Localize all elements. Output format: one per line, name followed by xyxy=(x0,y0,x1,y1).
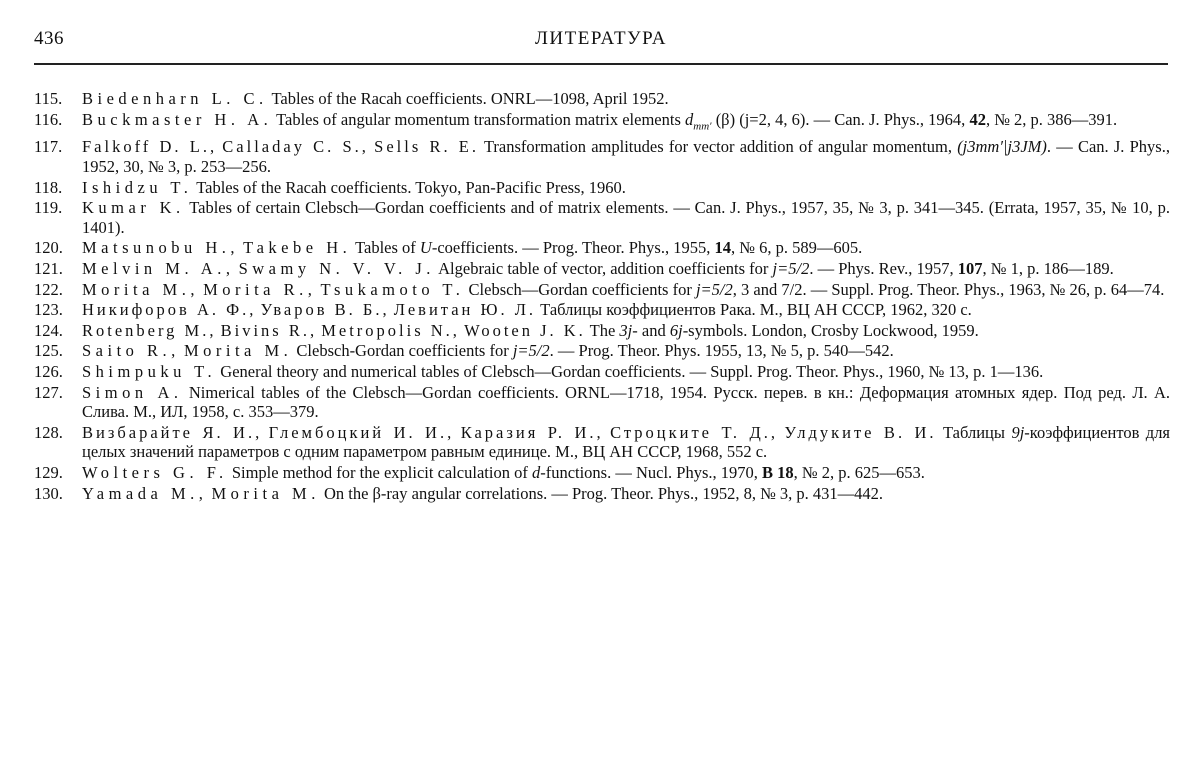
formula: j=5/2 xyxy=(772,259,810,279)
reference-121 xyxy=(34,259,1170,279)
formula: U xyxy=(419,238,432,258)
reference-text xyxy=(82,383,1170,422)
reference-number: 124. xyxy=(34,320,63,340)
volume-number: 107 xyxy=(957,259,983,279)
reference-body: , № 1, p. 186—189. xyxy=(982,259,1114,279)
reference-body: On the β-ray angular correlations. — Prog. Theor. Phys., 1952, 8, № 3, p. 431—442. xyxy=(323,483,884,503)
reference-body: Nimerical tables of the Clebsch—Gordan coefficients. ORNL—1718, 1954. Русск. перев. в кн.: Деформация атомных ядер. Под ред. Л. А. Слива. М., ИЛ, 1958, с. 353—379. xyxy=(82,382,1170,422)
running-title: ЛИТЕРАТУРА xyxy=(535,28,667,49)
formula-symbol: d xyxy=(685,109,694,129)
reference-number: 129. xyxy=(34,462,63,482)
reference-number: 115. xyxy=(34,89,63,108)
reference-authors: Biedenharn L. C. xyxy=(82,89,268,108)
reference-text xyxy=(82,259,1170,279)
reference-authors: Morita M. xyxy=(183,341,293,361)
reference-body: Tables of xyxy=(355,238,416,258)
reference-authors: Morita M. xyxy=(211,483,320,503)
reference-body: . — Phys. Rev., 1957, xyxy=(809,259,954,279)
reference-123 xyxy=(34,300,1170,320)
reference-number: 118. xyxy=(34,177,63,197)
formula: j=5/2 xyxy=(695,279,733,299)
reference-122 xyxy=(34,280,1170,300)
reference-body: Clebsch-Gordan coefficients for xyxy=(296,341,509,361)
reference-authors: Глембоцкий И. И., xyxy=(268,422,455,442)
formula: (j3mm′|j3JM) xyxy=(957,137,1047,157)
reference-authors: Уваров В. Б., xyxy=(260,300,390,320)
formula: d xyxy=(531,462,541,482)
reference-authors: Улдуките В. И. xyxy=(784,422,937,442)
reference-authors: Kumar K. xyxy=(82,198,185,218)
reference-number: 116. xyxy=(34,109,63,129)
header-rule xyxy=(34,63,1168,65)
volume-number: 14 xyxy=(714,238,731,258)
reference-number: 128. xyxy=(34,422,63,442)
reference-authors: Takebe H. xyxy=(243,238,352,258)
reference-authors: Rotenberg M., xyxy=(82,320,217,340)
reference-number: 123. xyxy=(34,300,63,320)
reference-115 xyxy=(34,89,1170,109)
reference-authors: Yamada M., xyxy=(82,483,208,503)
reference-authors: Shimpuku T. xyxy=(82,362,217,382)
reference-130 xyxy=(34,484,1170,504)
reference-number: 121. xyxy=(34,259,63,279)
reference-number: 127. xyxy=(34,382,63,402)
reference-body: Tables of angular momentum transformation matrix elements xyxy=(276,109,681,129)
page-number: 436 xyxy=(34,28,64,49)
reference-authors: Wooten J. K. xyxy=(464,320,586,340)
reference-text xyxy=(82,178,1170,198)
reference-body: Tables of certain Clebsch—Gordan coefficients and of matrix elements. — Can. J. Phys., 1957, 35, № 3, p. 341—345. (Errata, 1957, 35, № 10, p. 1401). xyxy=(82,198,1170,237)
reference-authors: Morita R., xyxy=(203,279,317,299)
reference-119 xyxy=(34,198,1170,237)
reference-text xyxy=(82,463,1170,483)
reference-authors: Swamy N. V. V. J. xyxy=(238,259,435,279)
reference-117 xyxy=(34,137,1170,176)
reference-text xyxy=(82,341,1170,361)
reference-body: , № 6, p. 589—605. xyxy=(730,238,863,258)
reference-authors: Matsunobu H., xyxy=(82,238,240,258)
reference-118 xyxy=(34,178,1170,198)
reference-text xyxy=(82,300,1170,320)
reference-body: , № 2, p. 625—653. xyxy=(793,462,925,482)
reference-authors: Morita M., xyxy=(82,279,199,299)
reference-body: -symbols. London, Crosby Lockwood, 1959. xyxy=(682,320,979,340)
reference-authors: Левитан Ю. Л. xyxy=(393,300,537,320)
reference-body: - and xyxy=(632,320,666,340)
reference-authors: Wolters G. F. xyxy=(82,462,228,482)
reference-list xyxy=(34,89,1170,504)
reference-text xyxy=(82,362,1170,382)
reference-body: Simple method for the explicit calculation of xyxy=(231,462,528,482)
reference-body: Таблицы xyxy=(943,422,1005,442)
reference-116 xyxy=(34,110,1170,137)
reference-text xyxy=(82,110,1170,137)
reference-body: Algebraic table of vector, addition coefficients for xyxy=(438,259,769,279)
reference-body: General theory and numerical tables of Clebsch—Gordan coefficients. — Suppl. Prog. Theor. Phys., 1960, № 13, p. 1—136. xyxy=(220,362,1044,382)
reference-body: The xyxy=(589,320,616,340)
reference-body: Clebsch—Gordan coefficients for xyxy=(468,279,692,299)
reference-body: Таблицы коэффициентов Рака. М., ВЦ АН СССР, 1962, 320 с. xyxy=(540,300,972,320)
reference-text xyxy=(82,484,1170,504)
reference-authors: Sells R. E. xyxy=(374,137,480,157)
reference-authors: Каразия Р. И., xyxy=(460,422,604,442)
reference-number: 122. xyxy=(34,279,63,299)
reference-authors: Строцките Т. Д., xyxy=(610,422,778,442)
reference-body: -coefficients. — Prog. Theor. Phys., 1955, xyxy=(431,238,711,258)
reference-125 xyxy=(34,341,1170,361)
reference-authors: Buckmaster H. A. xyxy=(82,109,273,129)
reference-body: (β) (j=2, 4, 6). — Can. J. Phys., 1964, xyxy=(715,109,966,129)
reference-authors: Tsukamoto T. xyxy=(320,279,465,299)
reference-number: 120. xyxy=(34,238,63,258)
reference-authors: Falkoff D. L., xyxy=(82,137,218,157)
volume-number: B 18 xyxy=(762,462,794,482)
reference-body: , № 2, p. 386—391. xyxy=(985,109,1118,129)
reference-text xyxy=(82,321,1170,341)
formula: j=5/2 xyxy=(512,341,550,361)
reference-authors: Ishidzu T. xyxy=(82,177,193,197)
reference-authors: Визбарайте Я. И., xyxy=(82,422,263,442)
reference-authors: Saito R., xyxy=(82,341,180,361)
reference-authors: Calladay C. S., xyxy=(222,137,369,157)
reference-authors: Никифоров А. Ф., xyxy=(82,300,257,320)
reference-number: 130. xyxy=(34,483,63,503)
reference-text xyxy=(82,198,1170,237)
reference-127 xyxy=(34,383,1170,422)
reference-body: -functions. — Nucl. Phys., 1970, xyxy=(540,462,758,482)
volume-number: 42 xyxy=(969,109,986,129)
formula: 9j xyxy=(1011,422,1025,442)
reference-number: 119. xyxy=(34,198,63,218)
reference-body: Tables of the Racah coefficients. ONRL—1098, April 1952. xyxy=(271,89,669,108)
reference-number: 126. xyxy=(34,362,63,382)
reference-120 xyxy=(34,238,1170,258)
reference-authors: Melvin M. A., xyxy=(82,259,235,279)
reference-text xyxy=(82,238,1170,258)
reference-text xyxy=(82,89,1170,109)
reference-body: , 3 and 7/2. — Suppl. Prog. Theor. Phys., 1963, № 26, p. 64—74. xyxy=(732,279,1165,299)
reference-126 xyxy=(34,362,1170,382)
reference-body: . — Prog. Theor. Phys. 1955, 13, № 5, p. 540—542. xyxy=(549,341,894,361)
reference-129 xyxy=(34,463,1170,483)
reference-text xyxy=(82,423,1170,462)
page-header xyxy=(34,28,1168,56)
reference-authors: Simon A. xyxy=(82,382,183,402)
formula: 6j xyxy=(669,320,683,340)
formula-subscript: mm′ xyxy=(693,119,712,132)
formula: 3j xyxy=(619,320,633,340)
reference-text xyxy=(82,280,1170,300)
reference-body: . — Can. J. Phys., 1952, 30, № 3, p. 253—256. xyxy=(82,137,1170,177)
reference-body: Transformation amplitudes for vector addition of angular momentum, xyxy=(483,137,952,157)
reference-authors: Metropolis N., xyxy=(321,320,460,340)
reference-body: Tables of the Racah coefficients. Tokyo, Pan-Pacific Press, 1960. xyxy=(196,177,626,197)
reference-128 xyxy=(34,423,1170,462)
reference-body: -коэффициентов для целых значений параметров с одним параметром равным единице. М., ВЦ АН СССР, 1968, 552 с. xyxy=(82,422,1171,462)
reference-124 xyxy=(34,321,1170,341)
reference-text xyxy=(82,137,1170,176)
reference-authors: Bivins R., xyxy=(220,320,318,340)
reference-number: 117. xyxy=(34,137,63,157)
reference-number: 125. xyxy=(34,341,63,361)
